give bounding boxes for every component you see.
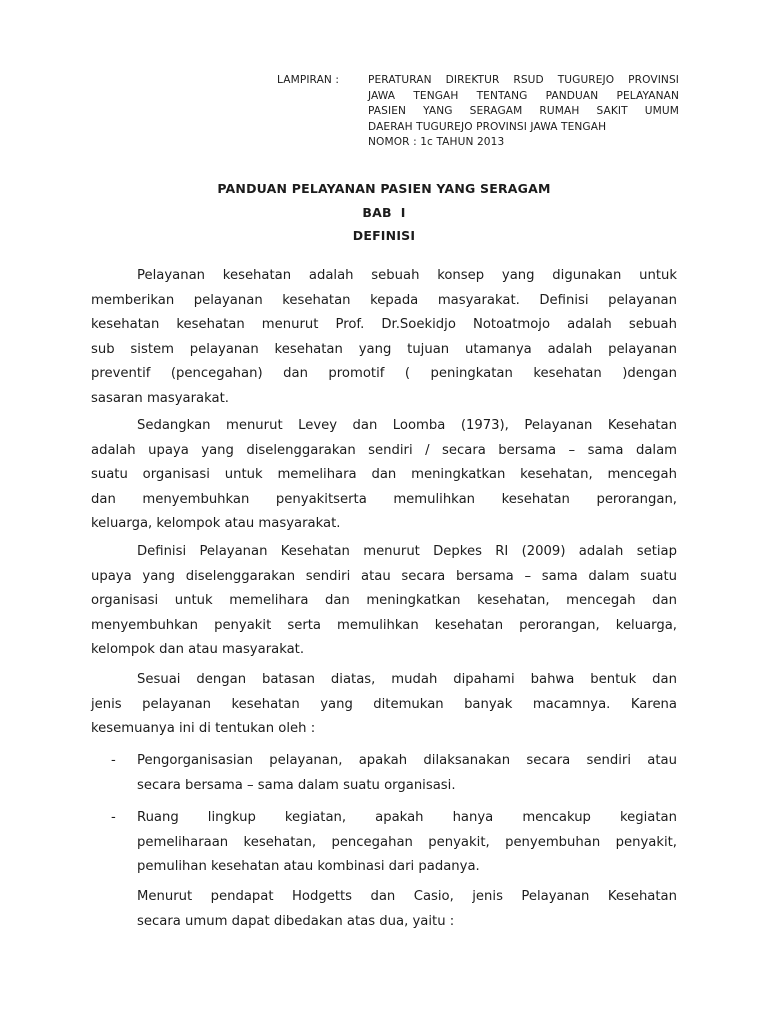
paragraph-5 <box>137 885 677 934</box>
paragraph-line: adalah upaya yang diselenggarakan sendiri / secara bersama – sama dalam <box>91 442 677 458</box>
paragraph-line: secara umum dapat dibedakan atas dua, yaitu : <box>137 913 455 929</box>
paragraph-line: jenis pelayanan kesehatan yang ditemukan banyak macamnya. Karena <box>91 696 677 712</box>
lampiran-line: NOMOR : 1c TAHUN 2013 <box>368 136 505 148</box>
lampiran-text <box>368 73 679 151</box>
paragraph-line: Pelayanan kesehatan adalah sebuah konsep yang digunakan untuk <box>137 268 677 283</box>
lampiran-line: DAERAH TUGUREJO PROVINSI JAWA TENGAH <box>368 120 607 133</box>
paragraph-4 <box>91 668 677 742</box>
list-item-line: Ruang lingkup kegiatan, apakah hanya mencakup kegiatan <box>137 810 677 825</box>
lampiran-label: LAMPIRAN : <box>277 74 340 86</box>
lampiran-line: PASIEN YANG SERAGAM RUMAH SAKIT UMUM <box>368 105 679 117</box>
bullet-dash: - <box>111 810 116 825</box>
list-item-text <box>137 806 677 880</box>
paragraph-line: dan menyembuhkan penyakitserta memulihkan kesehatan perorangan, <box>91 491 677 507</box>
list-item-line: Pengorganisasian pelayanan, apakah dilaksanakan secara sendiri atau <box>137 753 677 768</box>
paragraph-line: menyembuhkan penyakit serta memulihkan kesehatan perorangan, keluarga, <box>91 617 677 633</box>
chapter-heading: BAB I <box>362 205 406 220</box>
paragraph-3 <box>91 540 677 663</box>
paragraph-1 <box>91 264 677 411</box>
paragraph-line: kesemuanya ini di tentukan oleh : <box>91 721 316 736</box>
paragraph-line: preventif (pencegahan) dan promotif ( peningkatan kesehatan )dengan <box>91 366 677 381</box>
paragraph-line: kesehatan kesehatan menurut Prof. Dr.Soekidjo Notoatmojo adalah sebuah <box>91 317 677 332</box>
paragraph-line: suatu organisasi untuk memelihara dan meningkatkan kesehatan, mencegah <box>91 467 677 482</box>
list-item-line: secara bersama – sama dalam suatu organisasi. <box>137 777 456 793</box>
paragraph-line: organisasi untuk memelihara dan meningkatkan kesehatan, mencegah dan <box>91 593 677 608</box>
paragraph-line: Sedangkan menurut Levey dan Loomba (1973), Pelayanan Kesehatan <box>137 418 677 433</box>
list-item-line: pemulihan kesehatan atau kombinasi dari padanya. <box>137 859 480 874</box>
paragraph-line: memberikan pelayanan kesehatan kepada masyarakat. Definisi pelayanan <box>91 292 677 308</box>
list-item-text <box>137 749 677 798</box>
paragraph-line: sasaran masyarakat. <box>91 390 229 406</box>
paragraph-line: keluarga, kelompok atau masyarakat. <box>91 516 341 531</box>
paragraph-line: sub sistem pelayanan kesehatan yang tujuan utamanya adalah pelayanan <box>91 341 677 357</box>
paragraph-line: kelompok dan atau masyarakat. <box>91 642 305 657</box>
lampiran-line: PERATURAN DIREKTUR RSUD TUGUREJO PROVINSI <box>368 74 679 86</box>
document-title: PANDUAN PELAYANAN PASIEN YANG SERAGAM <box>217 181 551 196</box>
bullet-dash: - <box>111 753 116 768</box>
paragraph-line: Menurut pendapat Hodgetts dan Casio, jenis Pelayanan Kesehatan <box>137 889 677 904</box>
paragraph-line: Sesuai dengan batasan diatas, mudah dipahami bahwa bentuk dan <box>137 672 677 687</box>
paragraph-line: upaya yang diselenggarakan sendiri atau secara bersama – sama dalam suatu <box>91 568 677 584</box>
paragraph-line: Definisi Pelayanan Kesehatan menurut Depkes RI (2009) adalah setiap <box>137 544 677 559</box>
paragraph-2 <box>91 414 677 537</box>
lampiran-line: JAWA TENGAH TENTANG PANDUAN PELAYANAN <box>368 89 679 102</box>
list-item-line: pemeliharaan kesehatan, pencegahan penyakit, penyembuhan penyakit, <box>137 834 677 850</box>
section-heading: DEFINISI <box>352 228 416 243</box>
